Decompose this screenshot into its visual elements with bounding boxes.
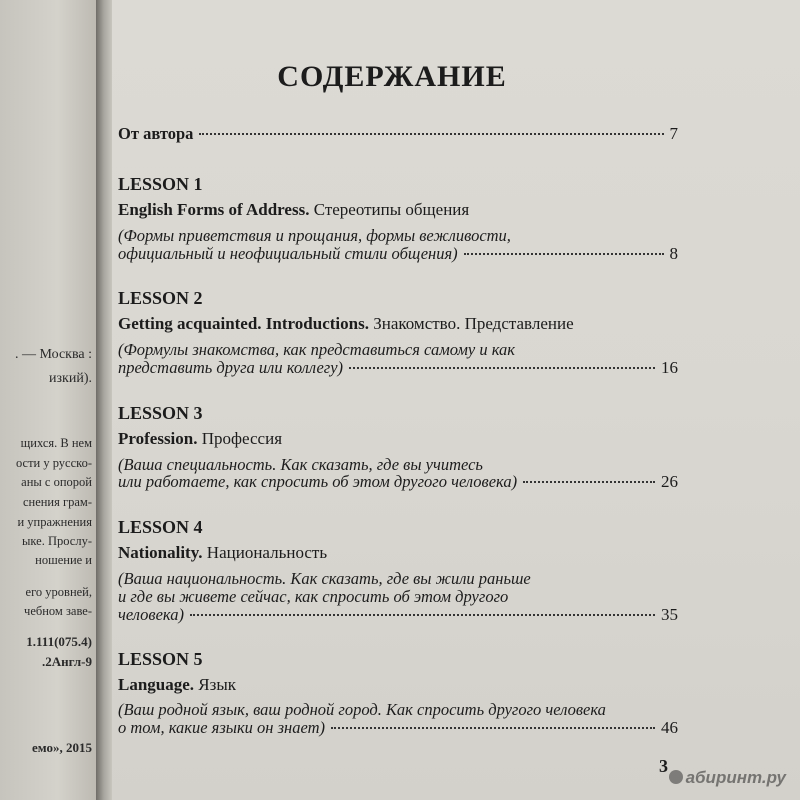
- page-number: 3: [659, 756, 668, 776]
- lesson-description-text: представить друга или коллегу): [118, 358, 344, 377]
- topic-english: Profession.: [118, 429, 198, 448]
- lesson-description-text: или работаете, как спросить об этом другого человека): [118, 472, 518, 491]
- left-text-fragment: ношение и: [35, 553, 92, 567]
- topic-russian: Язык: [194, 675, 237, 694]
- toc-page-number: 46: [661, 718, 678, 737]
- lesson-topic[interactable]: [118, 200, 469, 220]
- lesson-topic[interactable]: [118, 543, 327, 563]
- lesson-description: (Ваша национальность. Как сказать, где вы жили раньше: [118, 569, 531, 588]
- left-text-fragment: .2Англ-9: [42, 654, 92, 669]
- left-text-fragment: емо», 2015: [32, 740, 92, 755]
- left-text-fragment: ости у русско-: [15, 456, 92, 470]
- watermark-text: абиринт.ру: [685, 768, 786, 787]
- left-text-fragment: изкий).: [49, 371, 92, 386]
- lesson-topic[interactable]: [118, 429, 282, 449]
- lesson-description-last-line: [118, 244, 678, 264]
- topic-english: Nationality.: [118, 543, 203, 562]
- topic-english: English Forms of Address.: [118, 200, 310, 219]
- toc-page-number: 35: [661, 605, 678, 624]
- left-text-fragment: 1.111(075.4): [26, 634, 92, 649]
- topic-english: Getting acquainted. Introductions.: [118, 314, 369, 333]
- dot-leader: [331, 727, 655, 729]
- lesson-description-last-line: [118, 718, 678, 738]
- topic-russian: Стереотипы общения: [309, 200, 470, 219]
- dot-leader: [199, 133, 663, 135]
- watermark: [669, 768, 786, 788]
- topic-russian: Профессия: [197, 429, 283, 448]
- toc-page-number: 7: [669, 124, 678, 143]
- topic-english: Language.: [118, 675, 195, 694]
- lesson-topic[interactable]: [118, 675, 236, 695]
- lesson-heading: LESSON 3: [118, 403, 203, 423]
- lesson-description-text: официальный и неофициальный стили общения): [118, 244, 458, 263]
- topic-russian: Знакомство. Представление: [368, 314, 574, 333]
- lesson-description: (Ваш родной язык, ваш родной город. Как спросить другого человека: [118, 700, 606, 719]
- lesson-description-last-line: [118, 472, 678, 492]
- lesson-heading: LESSON 2: [118, 288, 203, 308]
- lesson-description-last-line: [118, 605, 678, 625]
- left-text-fragment: его уровней,: [25, 585, 92, 599]
- dot-leader: [190, 614, 655, 616]
- lesson-heading: LESSON 5: [118, 649, 203, 669]
- lesson-heading: LESSON 4: [118, 517, 203, 537]
- left-text-fragment: снения грам-: [22, 495, 92, 509]
- dot-leader: [349, 367, 655, 369]
- lesson-description: (Формулы знакомства, как представиться самому и как: [118, 340, 515, 359]
- lesson-heading: LESSON 1: [118, 174, 203, 194]
- toc-page-number: 26: [661, 472, 678, 491]
- page-title: СОДЕРЖАНИЕ: [277, 60, 507, 93]
- toc-entry-label: От автора: [118, 124, 194, 143]
- lesson-description-text: о том, какие языки он знает): [118, 718, 325, 737]
- left-text-fragment: ыке. Прослу-: [22, 534, 92, 548]
- left-text-fragment: и упражнения: [17, 515, 92, 529]
- toc-page: [112, 0, 800, 800]
- lesson-topic[interactable]: [118, 314, 574, 334]
- lesson-description: (Ваша специальность. Как сказать, где вы учитесь: [118, 455, 483, 474]
- toc-page-number: 16: [661, 358, 678, 377]
- labirint-logo-icon: [669, 770, 683, 784]
- toc-entry-preface[interactable]: [118, 124, 678, 144]
- left-page: [0, 0, 96, 800]
- lesson-description-last-line: [118, 358, 678, 378]
- dot-leader: [464, 253, 664, 255]
- left-text-fragment: . — Москва :: [15, 347, 92, 362]
- topic-russian: Национальность: [202, 543, 328, 562]
- left-text-fragment: чебном заве-: [24, 604, 92, 618]
- dot-leader: [523, 481, 655, 483]
- left-text-fragment: щихся. В нем: [20, 436, 92, 450]
- left-text-fragment: аны с опорой: [21, 475, 92, 489]
- lesson-description: (Формы приветствия и прощания, формы вежливости,: [118, 226, 511, 245]
- lesson-description-text: человека): [118, 605, 184, 624]
- lesson-description: и где вы живете сейчас, как спросить об этом другого: [118, 587, 509, 606]
- toc-page-number: 8: [669, 244, 678, 263]
